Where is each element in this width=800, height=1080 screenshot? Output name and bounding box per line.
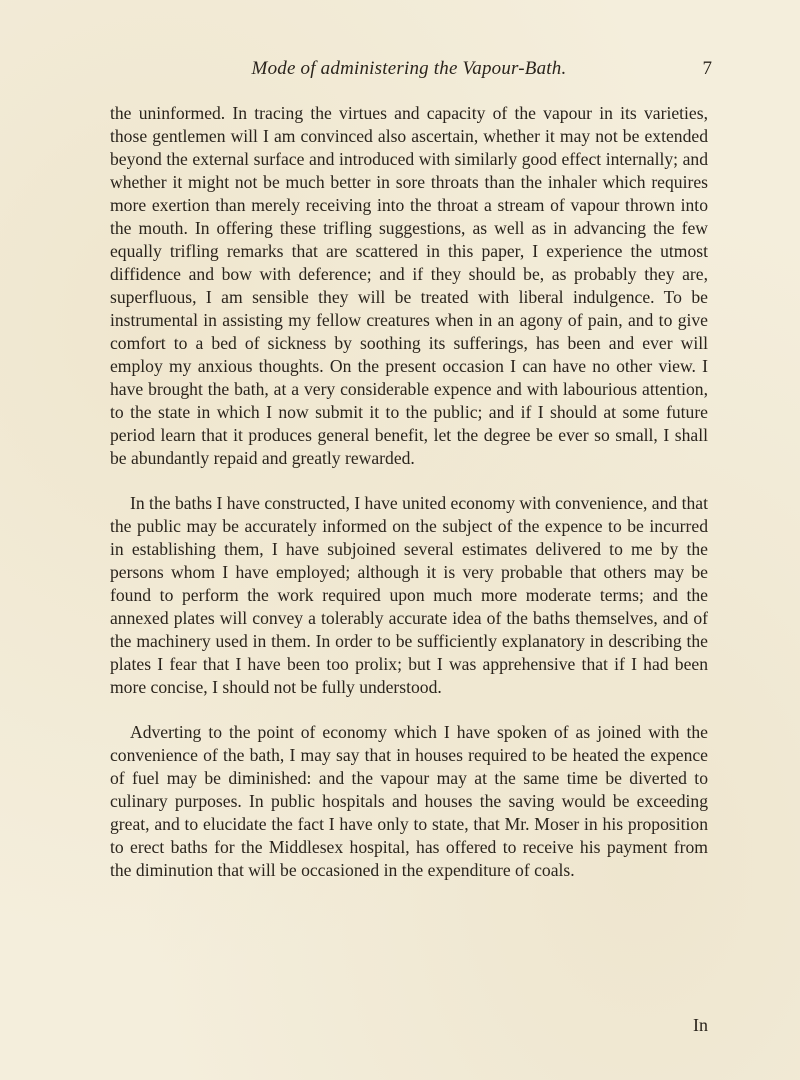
- page-header: [110, 58, 712, 88]
- page-number: 7: [702, 58, 712, 79]
- paragraph-1: the uninformed. In tracing the virtues and capacity of the vapour in its varieties, those gentlemen will I am convinced also ascertain, whether it may not be extended beyond the external surface and introduced with similarly good effect internally; and whether it might not be much better in sore throats than the inhaler which requires more exertion than merely receiving into the throat a stream of vapour thrown into the mouth. In offering these trifling suggestions, as well as in advancing the few equally trifling remarks that are scattered in this paper, I experience the utmost diffidence and bow with deference; and if they should be, as probably they are, superfluous, I am sensible they will be treated with liberal indulgence. To be instrumental in assisting my fellow creatures when in an agony of pain, and to give comfort to a bed of sickness by soothing its sufferings, has been and ever will employ my anxious thoughts. On the present occasion I can have no other view. I have brought the bath, at a very considerable expence and with labourious attention, to the state in which I now submit it to the public; and if I should at some future period learn that it produces general benefit, let the degree be ever so small, I shall be abundantly repaid and greatly rewarded.: [110, 103, 708, 468]
- running-title: Mode of administering the Vapour-Bath.: [251, 58, 567, 79]
- body-text: [110, 102, 708, 882]
- catchword: In: [693, 1015, 708, 1035]
- paragraph-3: Adverting to the point of economy which I have spoken of as joined with the convenience of the bath, I may say that in houses required to be heated the expence of fuel may be diminished: and the vapour may at the same time be diverted to culinary purposes. In public hospitals and houses the saving would be exceeding great, and to elucidate the fact I have only to state, that Mr. Moser in his proposition to erect baths for the Middlesex hospital, has offered to receive his payment from the diminution that will be occasioned in the expenditure of coals.: [110, 722, 708, 880]
- paragraph-2: In the baths I have constructed, I have united economy with convenience, and that the public may be accurately informed on the subject of the expence to be incurred in establishing them, I have subjoined several estimates delivered to me by the persons whom I have employed; although it is very probable that others may be found to perform the work required upon much more moderate terms; and the annexed plates will convey a tolerably accurate idea of the baths themselves, and of the machinery used in them. In order to be sufficiently explanatory in describing the plates I fear that I have been too prolix; but I was apprehensive that if I had been more concise, I should not be fully understood.: [110, 493, 708, 697]
